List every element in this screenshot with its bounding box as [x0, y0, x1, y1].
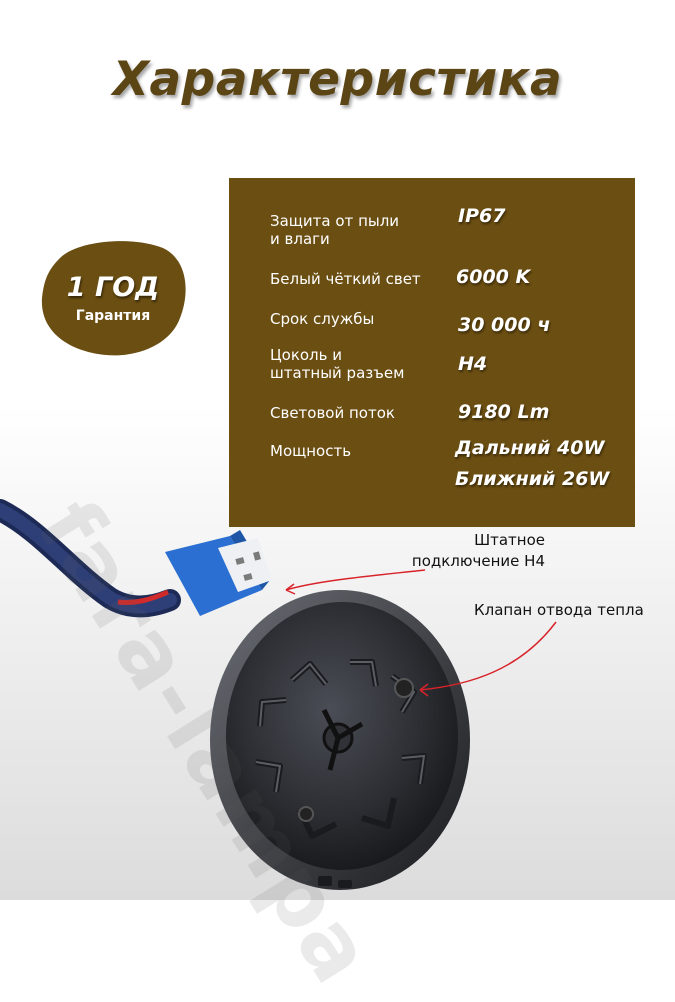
warranty-badge: [38, 238, 188, 358]
valve-callout: Клапан отвода тепла: [474, 601, 644, 619]
spec-value-power-high: Дальний 40W: [455, 437, 605, 459]
badge-year: 1 ГОД: [66, 272, 160, 303]
spec-value-lifetime: 30 000 ч: [458, 314, 551, 336]
spec-label-socket: Цоколь и штатный разъем: [270, 346, 405, 382]
connector-callout: Штатное подключение H4: [411, 531, 545, 570]
watermark: fara-lampa: [17, 483, 393, 1002]
spec-label-protection: Защита от пыли и влаги: [270, 212, 400, 248]
spec-value-flux: 9180 Lm: [458, 401, 550, 423]
valve-marker: [395, 679, 413, 697]
h4-connector: [165, 530, 272, 616]
spec-label-flux: Световой поток: [270, 404, 395, 422]
spec-label-color: Белый чёткий свет: [270, 270, 421, 288]
spec-value-power-low: Ближний 26W: [455, 468, 610, 490]
lamp-housing: [210, 590, 470, 890]
spec-label-lifetime: Срок службы: [270, 310, 375, 328]
spec-value-protection: IP67: [458, 205, 506, 227]
connector-arrow: [286, 570, 425, 590]
spec-label-power: Мощность: [270, 442, 352, 460]
cable: [0, 510, 170, 607]
badge-subtitle: Гарантия: [75, 308, 151, 324]
spec-panel: [229, 178, 635, 527]
page-title: Характеристика: [112, 52, 563, 107]
spec-value-color: 6000 K: [456, 266, 531, 288]
spec-value-socket: H4: [458, 353, 488, 375]
